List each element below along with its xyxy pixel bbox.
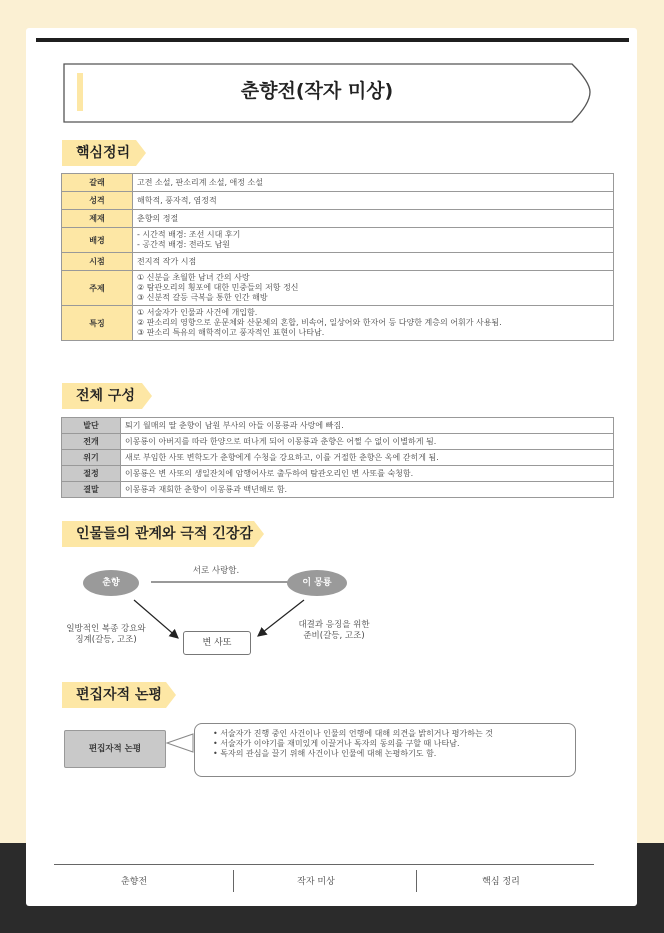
label-left-line-1: 일방적인 복종 강요와 bbox=[66, 624, 146, 634]
summary-value bbox=[133, 210, 614, 228]
editorial-label-box: 편집자적 논평 bbox=[64, 730, 166, 768]
summary-row bbox=[62, 228, 614, 253]
summary-key: 제재 bbox=[62, 210, 133, 228]
structure-text: 이몽룡이 아버지를 따라 한양으로 떠나게 되어 이몽룡과 춘향은 어쩔 수 없이 이별하게 됨. bbox=[121, 434, 614, 450]
title-banner bbox=[62, 62, 602, 122]
structure-text: 이몽룡과 재회한 춘향이 이몽룡과 백년해로 함. bbox=[121, 482, 614, 498]
editorial-pointer bbox=[165, 732, 195, 754]
section-heading-editorial-label: 편집자적 논평 bbox=[76, 687, 163, 703]
section-heading-structure bbox=[62, 383, 135, 409]
label-left-relation bbox=[46, 624, 166, 646]
node-lee-mongryong: 이 몽룡 bbox=[287, 570, 347, 596]
structure-text: 퇴기 월매의 딸 춘향이 남원 부사의 아들 이몽룡과 사랑에 빠짐. bbox=[121, 418, 614, 434]
summary-value-line: ① 신분을 초월한 남녀 간의 사랑 bbox=[137, 273, 250, 282]
summary-value-line: ① 서술자가 인물과 사건에 개입함. bbox=[137, 308, 258, 317]
summary-key: 성격 bbox=[62, 192, 133, 210]
summary-value-line: 전지적 작가 시점 bbox=[137, 256, 197, 266]
summary-value-line: 해학적, 풍자적, 염정적 bbox=[137, 195, 217, 205]
structure-row bbox=[62, 466, 614, 482]
top-rule bbox=[36, 38, 629, 42]
summary-value-line: 고전 소설, 판소리계 소설, 애정 소설 bbox=[137, 177, 263, 187]
section-heading-relations bbox=[62, 521, 253, 547]
section-heading-relations-label: 인물들의 관계와 극적 긴장감 bbox=[76, 526, 253, 542]
structure-stage: 결말 bbox=[62, 482, 121, 498]
structure-text: 새로 부임한 사또 변학도가 춘향에게 수청을 강요하고, 이를 거절한 춘향은 옥에 갇히게 됨. bbox=[121, 450, 614, 466]
summary-row bbox=[62, 210, 614, 228]
label-mutual-love: 서로 사랑함. bbox=[192, 566, 240, 576]
structure-row bbox=[62, 434, 614, 450]
structure-text: 이몽룡은 변 사또의 생일잔치에 암행어사로 출두하여 탐관오리인 변 사또를 숙청함. bbox=[121, 466, 614, 482]
summary-row bbox=[62, 174, 614, 192]
section-heading-editorial bbox=[62, 682, 162, 708]
summary-row bbox=[62, 253, 614, 271]
summary-value-line: ③ 판소리 특유의 해학적이고 풍자적인 표현이 나타남. bbox=[137, 328, 325, 337]
structure-stage: 발단 bbox=[62, 418, 121, 434]
summary-value-line: ② 탐관오리의 횡포에 대한 민중들의 저항 정신 bbox=[137, 283, 299, 292]
summary-table bbox=[61, 173, 614, 341]
editorial-description-box bbox=[194, 723, 576, 777]
summary-row bbox=[62, 271, 614, 306]
node-byeon-satto: 변 사또 bbox=[183, 631, 251, 655]
summary-value-line: - 공간적 배경: 전라도 남원 bbox=[137, 240, 231, 249]
summary-key: 갈래 bbox=[62, 174, 133, 192]
summary-value bbox=[133, 228, 614, 253]
structure-stage: 전개 bbox=[62, 434, 121, 450]
section-heading-structure-label: 전체 구성 bbox=[76, 388, 135, 404]
section-heading-core bbox=[62, 140, 130, 166]
summary-key: 주제 bbox=[62, 271, 133, 306]
summary-key: 시점 bbox=[62, 253, 133, 271]
label-right-line-1: 대결과 응징을 위한 bbox=[298, 620, 370, 630]
document-page bbox=[26, 28, 637, 906]
summary-value bbox=[133, 306, 614, 341]
label-right-relation bbox=[274, 620, 394, 642]
section-heading-core-label: 핵심정리 bbox=[76, 145, 131, 161]
summary-key: 특징 bbox=[62, 306, 133, 341]
structure-stage: 절정 bbox=[62, 466, 121, 482]
editorial-item: • 서술자가 이야기를 재미있게 이끌거나 독자의 동의를 구할 때 나타남. bbox=[213, 739, 567, 749]
summary-value bbox=[133, 253, 614, 271]
summary-row bbox=[62, 192, 614, 210]
character-relation-diagram bbox=[26, 558, 637, 688]
structure-row bbox=[62, 482, 614, 498]
summary-key: 배경 bbox=[62, 228, 133, 253]
footer-section: 핵심 정리 bbox=[482, 877, 520, 887]
editorial-item: • 독자의 관심을 끌기 위해 사건이나 인물에 대해 논평하기도 함. bbox=[213, 749, 567, 759]
structure-table bbox=[61, 417, 614, 498]
footer-title: 춘향전 bbox=[120, 877, 148, 887]
summary-value bbox=[133, 271, 614, 306]
page-title: 춘향전(작자 미상) bbox=[240, 80, 394, 102]
editorial-item: • 서술자가 진행 중인 사건이나 인물의 언행에 대해 의견을 밝히거나 평가하는 것 bbox=[213, 729, 567, 739]
structure-row bbox=[62, 418, 614, 434]
summary-value-line: ③ 신분적 갈등 극복을 통한 인간 해방 bbox=[137, 293, 268, 302]
summary-value-line: ② 판소리의 영향으로 운문체와 산문체의 혼합, 비속어, 일상어와 한자어 등 다양한 계층의 어휘가 사용됨. bbox=[137, 318, 502, 327]
structure-row bbox=[62, 450, 614, 466]
label-right-line-2: 준비(갈등, 고조) bbox=[303, 631, 365, 641]
label-left-line-2: 징계(갈등, 고조) bbox=[75, 635, 137, 645]
summary-value bbox=[133, 192, 614, 210]
footer-rule bbox=[54, 864, 594, 865]
summary-row bbox=[62, 306, 614, 341]
summary-value-line: 춘향의 정절 bbox=[137, 213, 179, 223]
footer-author: 작자 미상 bbox=[297, 877, 335, 887]
structure-stage: 위기 bbox=[62, 450, 121, 466]
summary-value bbox=[133, 174, 614, 192]
node-chunhyang: 춘향 bbox=[83, 570, 139, 596]
summary-value-line: - 시간적 배경: 조선 시대 후기 bbox=[137, 230, 241, 239]
